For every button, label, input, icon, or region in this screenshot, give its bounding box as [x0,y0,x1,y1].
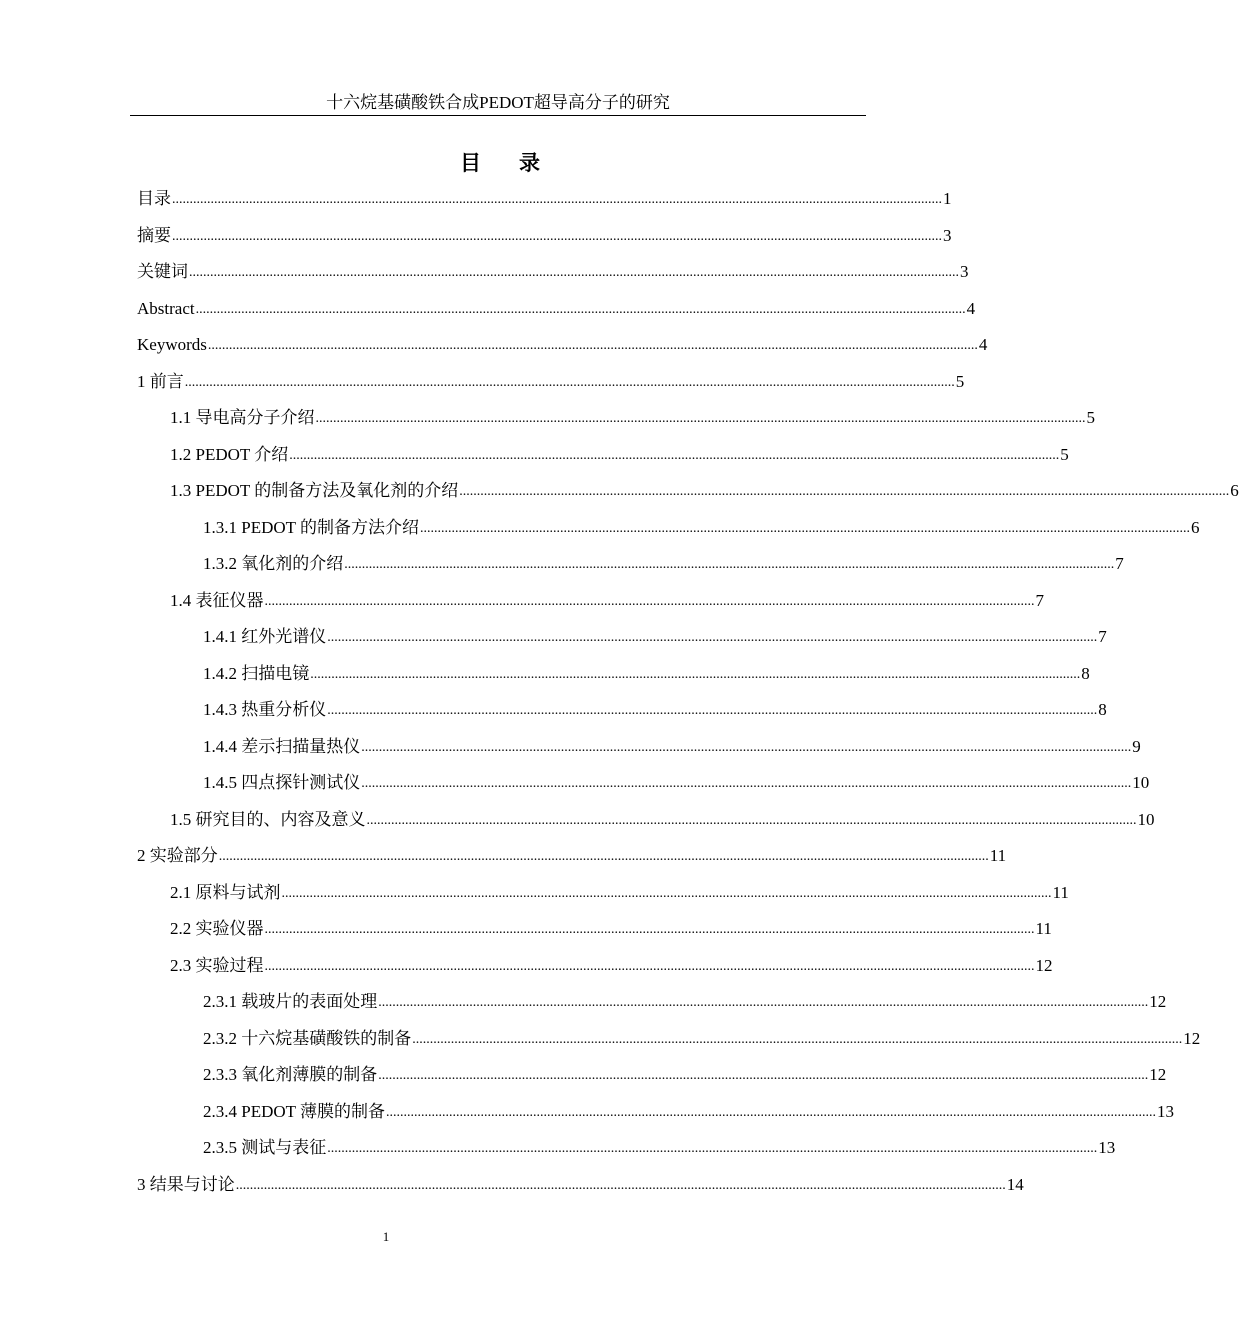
toc-dot-leader: ............................................................................................................................................................................................................................ [327,703,1098,718]
toc-entry[interactable] [203,619,1107,655]
toc-dot-leader: ............................................................................................................................................................................................................................ [327,1141,1098,1156]
toc-dot-leader: ............................................................................................................................................................................................................................ [378,995,1149,1010]
page-number: 1 [382,1229,390,1244]
toc-dot-leader: ............................................................................................................................................................................................................................ [459,484,1230,499]
toc-entry[interactable] [137,327,988,363]
header-rule [130,115,866,116]
toc-entry[interactable] [203,692,1107,728]
toc-entry-label: Abstract [137,299,195,318]
toc-entry[interactable] [170,802,1155,838]
toc-entry[interactable] [203,510,1200,546]
toc-dot-leader: ............................................................................................................................................................................................................................ [264,922,1035,937]
toc-entry-label: 1.3.1 PEDOT 的制备方法介绍 [203,518,419,537]
toc-dot-leader: ............................................................................................................................................................................................................................ [189,265,959,280]
toc-dot-leader: ............................................................................................................................................................................................................................ [419,521,1190,536]
toc-entry-label: Keywords [137,335,207,354]
toc-dot-leader: ............................................................................................................................................................................................................................ [172,229,942,244]
toc-entry[interactable] [170,437,1069,473]
toc-entry[interactable] [170,911,1052,947]
toc-title-left: 目 [460,151,481,175]
toc-entry-label: 2.2 实验仪器 [170,919,264,938]
toc-entry-page: 11 [1052,883,1069,902]
toc-entry-label: 2.3 实验过程 [170,956,264,975]
toc-entry[interactable] [170,875,1069,911]
toc-entry-label: 目录 [137,189,171,208]
toc-entry-label: 3 结果与讨论 [137,1175,235,1194]
toc-dot-leader: ............................................................................................................................................................................................................................ [218,849,989,864]
toc-entry-page: 7 [1035,591,1044,610]
toc-entry-page: 4 [978,335,988,354]
toc-entry-page: 10 [1137,810,1155,829]
toc-title [0,149,1000,177]
toc-entry[interactable] [170,400,1095,436]
toc-entry-page: 12 [1149,992,1167,1011]
toc-entry-label: 2.3.5 测试与表征 [203,1138,327,1157]
toc-entry[interactable] [170,583,1044,619]
toc-dot-leader: ............................................................................................................................................................................................................................ [207,338,978,353]
toc-entry[interactable] [170,473,1239,509]
toc-dot-leader: ............................................................................................................................................................................................................................ [315,411,1086,426]
toc-entry-page: 5 [955,372,965,391]
toc-entry-page: 12 [1183,1029,1201,1048]
toc-entry-page: 3 [960,262,969,281]
toc-entry[interactable] [170,948,1053,984]
toc-entry[interactable] [203,1094,1174,1130]
page-header: 十六烷基磺酸铁合成PEDOT超导高分子的研究 [326,93,670,112]
toc-entry-page: 8 [1081,664,1090,683]
toc-entry-label: 2.3.4 PEDOT 薄膜的制备 [203,1102,385,1121]
toc-dot-leader: ............................................................................................................................................................................................................................ [378,1068,1149,1083]
toc-entry-page: 6 [1190,518,1200,537]
toc-entry-label: 2.3.2 十六烷基磺酸铁的制备 [203,1029,412,1048]
toc-entry-label: 1.1 导电高分子介绍 [170,408,315,427]
toc-entry-label: 1.3 PEDOT 的制备方法及氧化剂的介绍 [170,481,459,500]
toc-dot-leader: ............................................................................................................................................................................................................................ [195,302,966,317]
toc-entry-label: 1.2 PEDOT 介绍 [170,445,289,464]
toc-dot-leader: ............................................................................................................................................................................................................................ [344,557,1115,572]
toc-entry-page: 7 [1115,554,1124,573]
toc-entry[interactable] [137,181,952,217]
toc-dot-leader: ............................................................................................................................................................................................................................ [385,1105,1156,1120]
toc-entry-page: 5 [1060,445,1069,464]
toc-entry-label: 1.4.4 差示扫描量热仪 [203,737,361,756]
toc-entry-label: 2 实验部分 [137,846,218,865]
toc-dot-leader: ............................................................................................................................................................................................................................ [172,192,942,207]
toc-entry-page: 3 [943,226,952,245]
toc-entry-label: 1.3.2 氧化剂的介绍 [203,554,344,573]
toc-entry-label: 2.3.3 氧化剂薄膜的制备 [203,1065,378,1084]
toc-entry-page: 10 [1132,773,1150,792]
toc-entry-label: 1.4 表征仪器 [170,591,264,610]
toc-entry[interactable] [203,656,1090,692]
toc-dot-leader: ............................................................................................................................................................................................................................ [412,1032,1183,1047]
toc-dot-leader: ............................................................................................................................................................................................................................ [281,886,1052,901]
toc-dot-leader: ............................................................................................................................................................................................................................ [235,1178,1006,1193]
toc-entry[interactable] [203,984,1167,1020]
toc-entry[interactable] [137,218,952,254]
toc-entry-page: 12 [1149,1065,1167,1084]
toc-entry[interactable] [137,1167,1024,1203]
toc-title-right: 录 [519,151,540,175]
toc-entry-label: 1.4.5 四点探针测试仪 [203,773,361,792]
toc-entry[interactable] [203,765,1150,801]
toc-entry-page: 5 [1086,408,1095,427]
toc-entry-label: 1.4.1 红外光谱仪 [203,627,327,646]
toc-dot-leader: ............................................................................................................................................................................................................................ [361,740,1132,755]
toc-dot-leader: ............................................................................................................................................................................................................................ [310,667,1081,682]
toc-entry-page: 14 [1006,1175,1024,1194]
toc-entry[interactable] [137,254,969,290]
toc-entry-label: 关键词 [137,262,188,281]
toc-dot-leader: ............................................................................................................................................................................................................................ [289,448,1060,463]
toc-dot-leader: ............................................................................................................................................................................................................................ [184,375,955,390]
toc-dot-leader: ............................................................................................................................................................................................................................ [264,959,1035,974]
toc-entry-page: 7 [1098,627,1107,646]
toc-entry-label: 1.4.3 热重分析仪 [203,700,327,719]
toc-entry-label: 1.5 研究目的、内容及意义 [170,810,366,829]
toc-dot-leader: ............................................................................................................................................................................................................................ [366,813,1137,828]
toc-entry-page: 4 [966,299,976,318]
toc-entry-page: 1 [943,189,952,208]
toc-entry[interactable] [203,1021,1201,1057]
toc-dot-leader: ............................................................................................................................................................................................................................ [327,630,1098,645]
toc-entry[interactable] [203,1057,1167,1093]
toc-entry[interactable] [137,838,1007,874]
toc-entry-label: 2.1 原料与试剂 [170,883,281,902]
toc-entry[interactable] [203,546,1124,582]
toc-entry-page: 11 [989,846,1007,865]
toc-entry-page: 9 [1132,737,1141,756]
toc-entry-page: 8 [1098,700,1107,719]
toc-dot-leader: ............................................................................................................................................................................................................................ [361,776,1132,791]
toc-entry[interactable] [203,1130,1116,1166]
toc-entry-label: 1.4.2 扫描电镜 [203,664,310,683]
toc-entry[interactable] [137,364,965,400]
toc-entry-page: 11 [1035,919,1052,938]
toc-dot-leader: ............................................................................................................................................................................................................................ [264,594,1035,609]
toc-entry[interactable] [203,729,1141,765]
toc-entry-page: 13 [1156,1102,1174,1121]
toc-entry-page: 13 [1098,1138,1116,1157]
toc-entry-label: 2.3.1 载玻片的表面处理 [203,992,378,1011]
toc-entry-label: 摘要 [137,226,171,245]
toc-entry[interactable] [137,291,976,327]
toc-entry-page: 12 [1035,956,1053,975]
toc-entry-page: 6 [1230,481,1239,500]
toc-entry-label: 1 前言 [137,372,184,391]
